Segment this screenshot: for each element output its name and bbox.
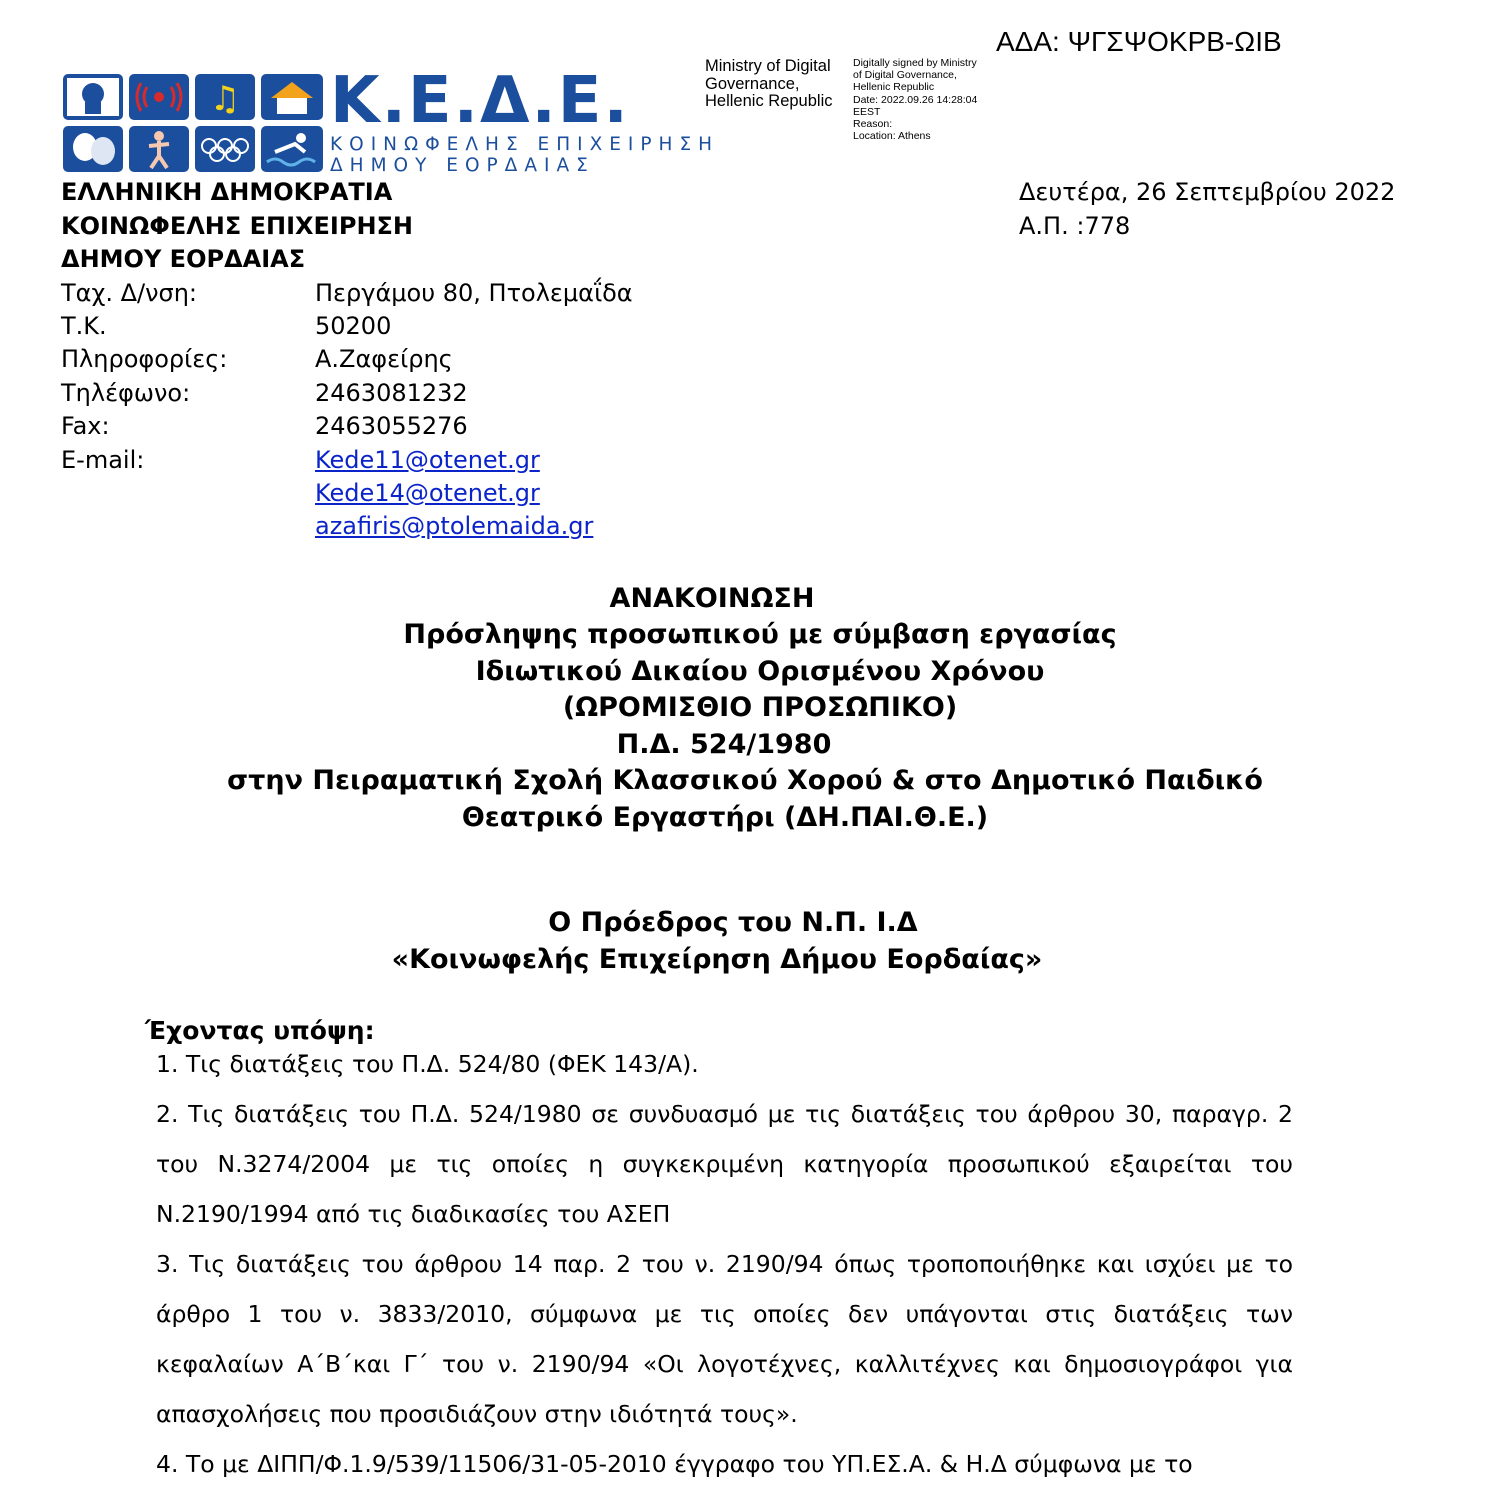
dancer-icon [129,126,189,172]
president-line2: «Κοινωφελής Επιχείρηση Δήμου Εορδαίας» [391,944,1043,975]
title-line: Ιδιωτικού Δικαίου Ορισμένου Χρόνου [475,656,1045,687]
signature-details [853,57,977,142]
signature-signer-line: Ministry of Digital [705,57,831,75]
info-value: Α.Ζαφείρης [315,345,453,373]
list-item: 1. Τις διατάξεις του Π.Δ. 524/80 (ΦΕΚ 143/Α). [156,1050,699,1078]
title-line: (ΩΡΟΜΙΣΘΙΟ ΠΡΟΣΩΠΙΚΟ) [562,692,958,723]
list-item: 2. Τις διατάξεις του Π.Δ. 524/1980 σε συνδυασμό με τις διατάξεις του άρθρου 30, παραγρ. 2 του Ν.3274/2004 με τις οποίες η συγκεκριμένη κατηγορία προσωπικού εξαιρείται του Ν.2190/1994 από τις διαδικασίες του ΑΣΕΠ [156,1100,1293,1228]
theatre-head-icon [63,74,123,120]
considering-heading: Έχοντας υπόψη: [145,1016,375,1045]
signature-detail-line: EEST [853,105,881,118]
org-header-line1: ΕΛΛΗΝΙΚΗ ΔΗΜΟΚΡΑΤΙΑ [61,178,393,206]
title-line: Π.Δ. 524/1980 [616,729,832,760]
phone-value: 2463081232 [315,379,468,407]
postcode-value: 50200 [315,312,392,340]
phone-label: Τηλέφωνο: [61,379,191,407]
ada-code: ΑΔΑ: ΨΓΣΨΟΚΡΒ-ΩΙΒ [996,26,1282,57]
signature-detail-line: Hellenic Republic [853,81,935,94]
email-link[interactable]: azafiris@ptolemaida.gr [315,512,594,540]
list-item: 4. Το με ΔΙΠΠ/Φ.1.9/539/11506/31-05-2010 έγγραφο του ΥΠ.ΕΣ.Α. & Η.Δ σύμφωνα με το [156,1450,1193,1478]
radio-waves-icon [129,74,189,120]
org-header-line2: ΚΟΙΝΩΦΕΛΗΣ ΕΠΙΧΕΙΡΗΣΗ [61,212,414,240]
address-value: Περγάμου 80, Πτολεμαΐδα [315,279,633,307]
logo-subtitle-line1: ΚΟΙΝΩΦΕΛΗΣ ΕΠΙΧΕΙΡΗΣΗ [330,134,720,155]
considering-list [156,1039,1293,1489]
org-header-line3: ΔΗΜΟΥ ΕΟΡΔΑΙΑΣ [61,245,306,273]
address-label: Ταχ. Δ/νση: [61,279,198,307]
signature-detail-line: Digitally signed by Ministry [853,57,977,69]
logo-icons [63,74,323,172]
email-link[interactable]: Kede11@otenet.gr [315,446,540,474]
postcode-label: Τ.Κ. [61,312,107,340]
protocol-number: Α.Π. :778 [1019,212,1131,240]
info-label: Πληροφορίες: [61,345,228,373]
president-line1: Ο Πρόεδρος του Ν.Π. Ι.Δ [548,907,918,938]
document-date: Δευτέρα, 26 Σεπτεμβρίου 2022 [1019,178,1396,206]
title-line: στην Πειραματική Σχολή Κλασσικού Χορού & στο Δημοτικό Παιδικό [227,765,1263,796]
masks-icon [63,126,123,172]
swimmer-icon [261,126,323,172]
signature-detail-line: Reason: [853,118,893,131]
signature-detail-line: Location: Athens [853,130,931,143]
fax-label: Fax: [61,412,110,440]
signature-detail-line: Date: 2022.09.26 14:28:04 [853,93,978,106]
house-icon [261,74,323,120]
logo-subtitle-line2: ΔΗΜΟΥ ΕΟΡΔΑΙΑΣ [330,155,595,176]
title-line: Θεατρικό Εργαστήρι (ΔΗ.ΠΑΙ.Θ.Ε.) [461,802,989,833]
logo-title: Κ.Ε.Δ.Ε. [330,64,630,138]
email-link[interactable]: Kede14@otenet.gr [315,479,540,507]
logo [330,64,720,176]
title-line: Πρόσληψης προσωπικού με σύμβαση εργασίας [403,619,1117,650]
announcement-heading: ΑΝΑΚΟΙΝΩΣΗ [609,583,815,614]
signature-signer-line: Hellenic Republic [705,92,833,110]
list-item: 3. Τις διατάξεις του άρθρου 14 παρ. 2 του ν. 2190/94 όπως τροποποιήθηκε και ισχύει με το άρθρο 1 του ν. 3833/2010, σύμφωνα με τις οποίες δεν υπάγονται στις διατάξεις των κεφαλαίων Α΄Β΄και Γ΄ του ν. 2190/94 «Οι λογοτέχνες, καλλιτέχνες και δημοσιογράφοι για απασχολήσεις που προσιδιάζουν στην ιδιότητά τους». [156,1250,1293,1428]
music-note-icon [195,74,255,120]
olympic-rings-icon [195,126,255,172]
signature-signer [705,58,832,111]
svg-text:♫: ♫ [209,79,241,119]
email-label: E-mail: [61,446,145,474]
fax-value: 2463055276 [315,412,468,440]
signature-detail-line: of Digital Governance, [853,69,957,82]
signature-signer-line: Governance, [705,74,800,93]
